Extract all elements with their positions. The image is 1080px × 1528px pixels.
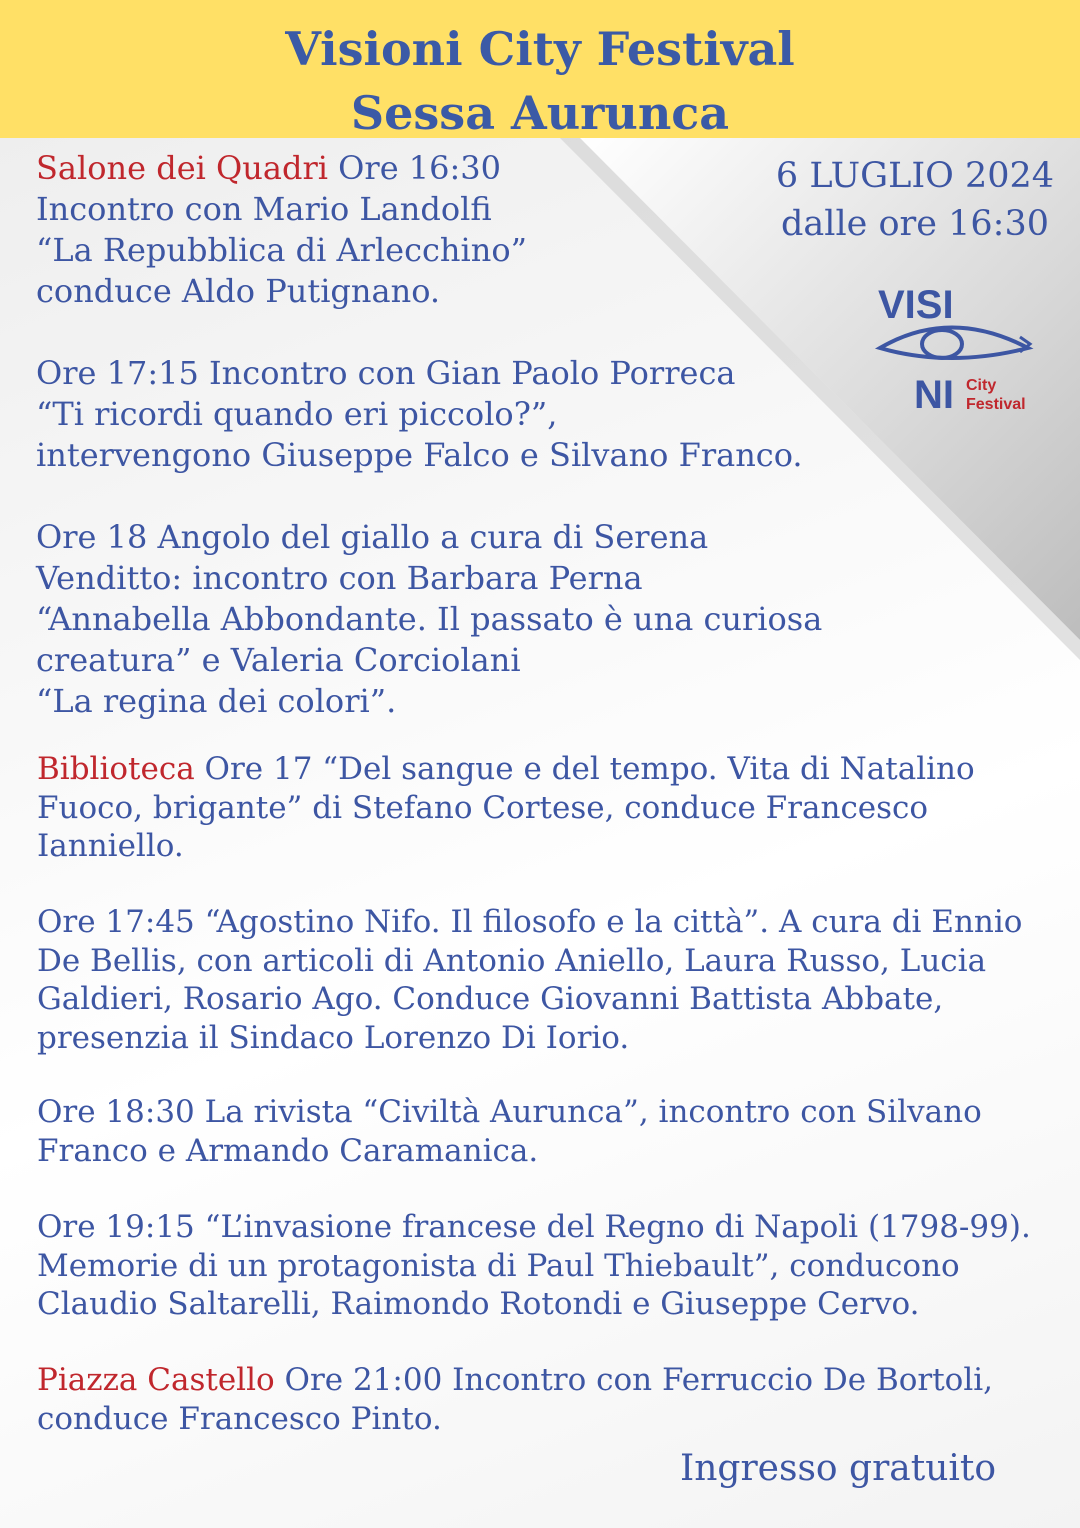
salone-dei-quadri-event — [36, 148, 527, 312]
event-line: conduce Aldo Putignano. — [36, 272, 441, 310]
event-line: Galdieri, Rosario Ago. Conduce Giovanni Battista Abbate, — [37, 981, 944, 1017]
event-line: Ore 17 “Del sangue e del tempo. Vita di Natalino — [194, 751, 975, 787]
biblioteca-event — [37, 750, 975, 866]
event-line: Incontro con Mario Landolfi — [36, 190, 492, 228]
date-line: 6 LUGLIO 2024 — [775, 156, 1055, 196]
free-entry-note: Ingresso gratuito — [680, 1448, 997, 1489]
event-line: Ore 21:00 Incontro con Ferruccio De Bortoli, — [274, 1362, 994, 1398]
event-1715 — [36, 353, 803, 476]
visioni-logo — [870, 282, 1050, 422]
time-line: dalle ore 16:30 — [780, 204, 1049, 244]
event-line: Ore 18 Angolo del giallo a cura di Serena — [36, 518, 709, 556]
event-time: Ore 16:30 — [327, 149, 502, 187]
event-1745 — [37, 903, 1022, 1057]
event-date — [760, 152, 1070, 248]
event-line: presenzia il Sindaco Lorenzo Di Iorio. — [37, 1019, 630, 1056]
event-line: “Annabella Abbondante. Il passato è una curiosa — [36, 600, 823, 638]
logo-city-text: City — [966, 377, 997, 394]
event-line: Ianniello. — [37, 828, 184, 864]
event-line: Memorie di un protagonista di Paul Thiebault”, conducono — [37, 1247, 960, 1284]
event-line: “Ti ricordi quando eri piccolo?”, — [36, 395, 558, 433]
header-banner — [0, 0, 1080, 138]
eye-pupil-icon — [922, 330, 962, 358]
venue-name: Piazza Castello — [37, 1362, 275, 1398]
event-line: Ore 17:15 Incontro con Gian Paolo Porreca — [36, 354, 736, 392]
event-18 — [36, 517, 822, 722]
event-line: creatura” e Valeria Corciolani — [36, 641, 521, 679]
logo-festival-text: Festival — [966, 396, 1026, 413]
event-line: “La regina dei colori”. — [36, 682, 397, 720]
event-line: Ore 19:15 “L’invasione francese del Regno di Napoli (1798-99). — [37, 1209, 1031, 1245]
event-1915 — [37, 1208, 1031, 1324]
event-line: Ore 18:30 La rivista “Civiltà Aurunca”, incontro con Silvano — [37, 1094, 982, 1130]
event-line: intervengono Giuseppe Falco e Silvano Franco. — [36, 436, 803, 474]
event-line: Ore 17:45 “Agostino Nifo. Il filosofo e la città”. A cura di Ennio — [37, 904, 1023, 940]
event-line: “La Repubblica di Arlecchino” — [36, 231, 527, 269]
festival-location: Sessa Aurunca — [350, 86, 730, 140]
event-line: Claudio Saltarelli, Raimondo Rotondi e Giuseppe Cervo. — [37, 1286, 920, 1322]
piazza-castello-event — [37, 1361, 993, 1438]
event-line: Franco e Armando Caramanica. — [37, 1132, 539, 1169]
venue-name: Biblioteca — [37, 751, 195, 787]
event-line: conduce Francesco Pinto. — [37, 1400, 442, 1437]
festival-title: Visioni City Festival — [285, 22, 795, 76]
event-line: De Bellis, con articoli di Antonio Aniello, Laura Russo, Lucia — [37, 942, 987, 979]
event-1830 — [37, 1093, 982, 1170]
venue-name: Salone dei Quadri — [36, 149, 328, 187]
logo-top-text: VISI — [878, 283, 954, 327]
event-line: Fuoco, brigante” di Stefano Cortese, conduce Francesco — [37, 789, 929, 826]
event-line: Venditto: incontro con Barbara Perna — [36, 559, 643, 597]
logo-bottom-text: NI — [914, 373, 954, 417]
